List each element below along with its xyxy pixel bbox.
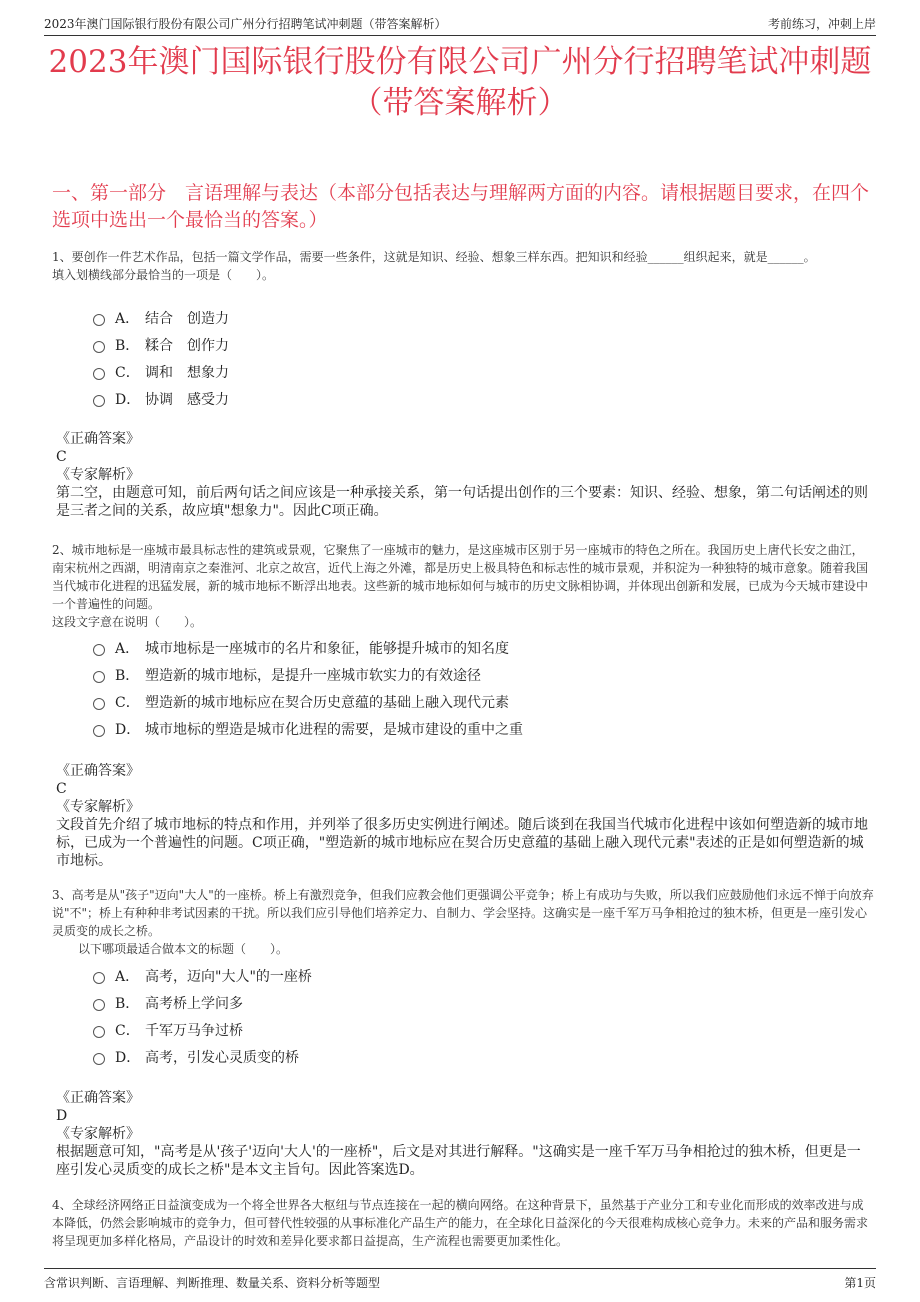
question-1-answer-block xyxy=(56,430,874,520)
analysis-label: 《专家解析》 xyxy=(56,799,140,815)
analysis-text: 文段首先介绍了城市地标的特点和作用，并列举了很多历史实例进行阐述。随后谈到在我国当代城市化进程中该如何塑造新的城市地标，已成为一个普遍性的问题。C项正确，"塑造新的城市地标应在契合历史意蕴的基础上融入现代元素"表述的正是如何塑造新的城市地标。 xyxy=(56,817,868,869)
page-number: 第1页 xyxy=(844,1276,876,1290)
answer-value: C xyxy=(56,781,67,797)
radio-icon[interactable] xyxy=(93,972,105,984)
answer-label: 《正确答案》 xyxy=(56,1090,140,1106)
section-heading: 一、第一部分 言语理解与表达（本部分包括表达与理解两方面的内容。请根据题目要求，在四个选项中选出一个最恰当的答案。） xyxy=(52,182,870,231)
analysis-text: 第二空，由题意可知，前后两句话之间应该是一种承接关系，第一句话提出创作的三个要素：知识、经验、想象，第二句话阐述的则是三者之间的关系，故应填"想象力"。因此C项正确。 xyxy=(56,485,868,519)
question-3-text: 3、高考是从"孩子"迈向"大人"的一座桥。桥上有激烈竞争，但我们应教会他们更强调公平竞争；桥上有成功与失败，所以我们应鼓励他们永远不惮于向放弃说"不"；桥上有种种非考试因素的干扰。所以我们应引导他们培养定力、自制力、学会坚持。这确实是一座千军万马争相抢过的独木桥，但更是一座引发心灵质变的成长之桥。 xyxy=(52,888,874,938)
question-3-prompt: 以下哪项最适合做本文的标题（ ）。 xyxy=(78,942,289,956)
option-2d[interactable]: D． 城市地标的塑造是城市化进程的需要，是城市建设的重中之重 xyxy=(93,715,872,742)
option-1b[interactable]: B． 糅合 创作力 xyxy=(93,331,872,358)
option-1c[interactable]: C． 调和 想象力 xyxy=(93,358,872,385)
footer-note: 含常识判断、言语理解、判断推理、数量关系、资料分析等题型 xyxy=(44,1276,381,1290)
question-3-answer-block xyxy=(56,1089,874,1179)
radio-icon[interactable] xyxy=(93,999,105,1011)
question-3-options xyxy=(93,962,872,1070)
question-2-prompt: 这段文字意在说明（ ）。 xyxy=(52,615,203,629)
option-2a[interactable]: A． 城市地标是一座城市的名片和象征，能够提升城市的知名度 xyxy=(93,634,872,661)
radio-icon[interactable] xyxy=(93,395,105,407)
question-2-text: 2、城市地标是一座城市最具标志性的建筑或景观，它聚焦了一座城市的魅力，是这座城市区别于另一座城市的特色之所在。我国历史上唐代长安之曲江，南宋杭州之西湖，明清南京之秦淮河、北京之故宫，近代上海之外滩，都是历史上极具特色和标志性的城市景观，并积淀为一种独特的城市意象。随着我国当代城市化进程的迅猛发展，新的城市地标不断浮出地表。这些新的城市地标如何与城市的历史文脉相协调，并体现出创新和发展，已成为今天城市建设中一个普遍性的问题。 xyxy=(52,543,869,611)
header-slogan: 考前练习，冲刺上岸 xyxy=(767,17,876,31)
question-3 xyxy=(52,886,874,958)
page-footer xyxy=(44,1268,876,1291)
analysis-text: 根据题意可知，"高考是从'孩子'迈向'大人'的一座桥"，后文是对其进行解释。"这确实是一座千军万马争相抢过的独木桥，但更是一座引发心灵质变的成长之桥"是本文主旨句。因此答案选D。 xyxy=(56,1144,861,1178)
analysis-label: 《专家解析》 xyxy=(56,1126,140,1142)
option-2b[interactable]: B． 塑造新的城市地标，是提升一座城市软实力的有效途径 xyxy=(93,661,872,688)
radio-icon[interactable] xyxy=(93,368,105,380)
analysis-label: 《专家解析》 xyxy=(56,467,140,483)
radio-icon[interactable] xyxy=(93,341,105,353)
question-1-prompt: 填入划横线部分最恰当的一项是（ ）。 xyxy=(52,268,275,282)
question-1-options xyxy=(93,304,872,412)
answer-value: D xyxy=(56,1108,68,1124)
radio-icon[interactable] xyxy=(93,314,105,326)
radio-icon[interactable] xyxy=(93,725,105,737)
option-3c[interactable]: C． 千军万马争过桥 xyxy=(93,1016,872,1043)
question-4-text: 4、全球经济网络正日益演变成为一个将全世界各大枢纽与节点连接在一起的横向网络。在这种背景下，虽然基于产业分工和专业化而形成的效率改进与成本降低，仍然会影响城市的竞争力，但可替代性较强的从事标准化产品生产的能力，在全球化日益深化的今天很难构成核心竞争力。未来的产品和服务需求将呈现更加多样化格局，产品设计的时效和差异化要求都日益提高，生产流程也需要更加柔性化。 xyxy=(52,1198,869,1248)
option-2c[interactable]: C． 塑造新的城市地标应在契合历史意蕴的基础上融入现代元素 xyxy=(93,688,872,715)
question-2-answer-block xyxy=(56,762,874,870)
question-1-text: 1、要创作一件艺术作品，包括一篇文学作品，需要一些条件，这就是知识、经验、想象三样东西。把知识和经验______组织起来，就是______。 xyxy=(52,250,816,264)
answer-label: 《正确答案》 xyxy=(56,431,140,447)
title-line-2: （带答案解析） xyxy=(351,85,569,121)
radio-icon[interactable] xyxy=(93,671,105,683)
radio-icon[interactable] xyxy=(93,698,105,710)
question-1 xyxy=(52,248,874,284)
title-line-1: 2023年澳门国际银行股份有限公司广州分行招聘笔试冲刺题 xyxy=(48,44,872,80)
question-2-options xyxy=(93,634,872,742)
option-3b[interactable]: B． 高考桥上学问多 xyxy=(93,989,872,1016)
document-title xyxy=(0,42,920,124)
option-1d[interactable]: D． 协调 感受力 xyxy=(93,385,872,412)
radio-icon[interactable] xyxy=(93,1026,105,1038)
header-doc-title: 2023年澳门国际银行股份有限公司广州分行招聘笔试冲刺题（带答案解析） xyxy=(44,17,447,31)
question-2 xyxy=(52,541,874,631)
page-header xyxy=(44,12,876,36)
option-1a[interactable]: A． 结合 创造力 xyxy=(93,304,872,331)
question-4 xyxy=(52,1196,874,1250)
radio-icon[interactable] xyxy=(93,644,105,656)
answer-label: 《正确答案》 xyxy=(56,763,140,779)
option-3a[interactable]: A． 高考，迈向"大人"的一座桥 xyxy=(93,962,872,989)
option-3d[interactable]: D． 高考，引发心灵质变的桥 xyxy=(93,1043,872,1070)
radio-icon[interactable] xyxy=(93,1053,105,1065)
answer-value: C xyxy=(56,449,67,465)
